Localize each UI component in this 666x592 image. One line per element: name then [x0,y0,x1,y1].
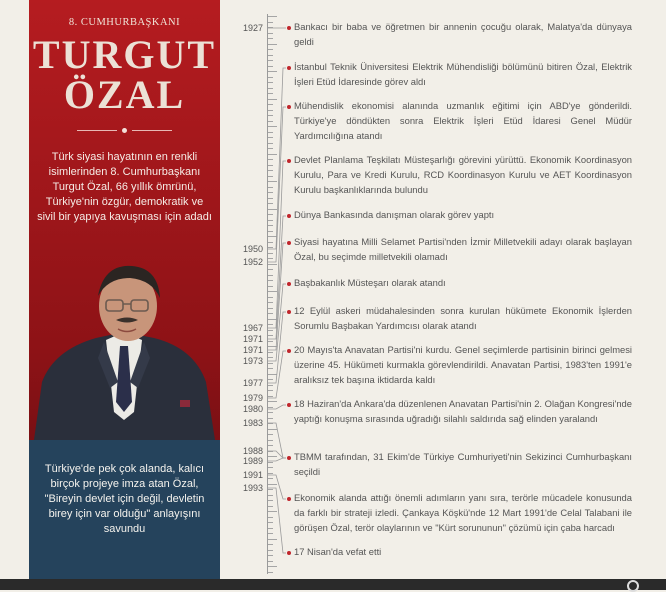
ruler-tick [268,330,273,331]
ruler-tick [268,517,273,518]
ruler-tick [268,104,273,105]
ruler-tick [268,126,277,127]
ruler-tick [268,220,273,221]
event-text: 17 Nisan'da vefat etti [294,546,382,557]
ruler-tick [268,522,273,523]
ruler-tick [268,231,273,232]
year-label: 1971 [242,334,263,344]
ruler-tick [268,401,277,402]
ruler-tick [268,561,273,562]
ruler-tick [268,280,273,281]
ruler-tick [268,181,277,182]
ruler-tick [268,236,277,237]
event-text: 12 Eylül askeri müdahalesinden sonra kurulan hükümete Ekonomik İşlerden Sorumlu Başbakan Yardımcısı olarak atandı [294,305,632,331]
ruler-tick [268,357,273,358]
ruler-tick [268,93,273,94]
ruler-tick [268,143,273,144]
year-label: 1983 [242,418,263,428]
ruler-tick [268,275,273,276]
ruler-tick [268,390,273,391]
ruler-tick [268,77,273,78]
ruler-tick [268,407,273,408]
ruler-tick [268,495,273,496]
ruler-tick [268,555,273,556]
event-text: Mühendislik ekonomisi alanında uzmanlık eğitimi için ABD'ye gönderildi. Türkiye'ye döndükten sonra Elektrik İşleri Etüd İdaresi Genel Müdür Yardımcılığına atandı [294,100,632,141]
ruler-tick [268,269,273,270]
ruler-tick [268,148,273,149]
ruler-tick [268,302,273,303]
event-bullet [287,214,291,218]
ruler-tick [268,209,277,210]
ruler-tick [268,473,273,474]
event-text: Dünya Bankasında danışman olarak görev yaptı [294,209,495,220]
event-text: TBMM tarafından, 31 Ekim'de Türkiye Cumhuriyeti'nin Sekizinci Cumhurbaşkanı seçildi [294,451,632,477]
ruler-tick [268,379,273,380]
event-bullet [287,241,291,245]
event-bullet [287,497,291,501]
year-label: 1980 [242,404,263,414]
ruler-tick [268,352,273,353]
ruler-tick [268,115,273,116]
ruler-tick [268,286,273,287]
ruler-tick [268,445,273,446]
ruler-tick [268,247,273,248]
ruler-tick [268,374,277,375]
event-bullet [287,282,291,286]
event-bullet [287,456,291,460]
year-label: 1991 [242,470,263,480]
ruler-tick [268,423,273,424]
portrait [34,262,215,440]
ruler-tick [268,434,273,435]
event-text: Devlet Planlama Teşkilatı Müsteşarlığı görevini yürüttü. Ekonomik Koordinasyon Kurulu, Para ve Kredi Kurulu, RCD Koordinasyon Kurulu ve AET Koordinasyon Kurulu başkanlıklarında bulundu [294,154,632,195]
ruler-tick [268,363,273,364]
ruler-tick [268,242,273,243]
ruler-tick [268,429,277,430]
event-bullet [287,310,291,314]
ruler-tick [268,159,273,160]
ruler-tick [268,335,273,336]
event-bullet [287,159,291,163]
event-text: Ekonomik alanda attığı önemli adımların yanı sıra, terörle mücadele konusunda da farklı bir strateji izledi. Çankaya Köşkü'nde 12 Mart 1991'de Celal Talabani ile görüşen Özal, terör olaylarının ve "Kürt sorununun" çözümü için çaba harcadı [294,492,632,533]
ruler-tick [268,291,277,292]
ruler-tick [268,462,273,463]
ruler-tick [268,33,273,34]
ruler-tick [268,49,273,50]
ruler-tick [268,176,273,177]
ruler-tick [268,440,273,441]
ruler-tick [268,346,277,347]
ruler-tick [268,110,273,111]
ruler-tick [268,451,273,452]
ruler-tick [268,489,273,490]
ruler-tick [268,418,273,419]
year-label: 1952 [242,257,263,267]
ruler-tick [268,55,273,56]
connector-line [268,107,286,262]
connector-line [268,312,286,383]
ruler-tick [268,572,273,573]
event-text: 18 Haziran'da Ankara'da düzenlenen Anavatan Partisi'nin 2. Olağan Kongresi'nde yaptığı konuşma sırasında uğradığı silahlı saldırıda sağ elinden yaralandı [294,398,632,424]
ruler-tick [268,66,273,67]
ruler-tick [268,137,273,138]
event-text: Başbakanlık Müsteşarı olarak atandı [294,277,446,288]
sidebar [29,0,220,590]
ruler-tick [268,99,277,100]
ruler-tick [268,533,273,534]
divider-left [77,130,117,131]
event-text: 20 Mayıs'ta Anavatan Partisi'ni kurdu. Genel seçimlerde partisinin birinci gelmesi üzerine 45. Hükümeti kurmakla görevlendirildi. Anavatan Partisi, 1983'ten 1991'e aralıksız tek başına iktidarda kaldı [294,344,632,385]
ruler-tick [268,506,273,507]
event-text: Siyasi hayatına Milli Selamet Partisi'nden İzmir Milletvekili adayı olarak başlayan Özal, bu seçimde milletvekili olamadı [294,236,632,262]
year-label: 1993 [242,483,263,493]
ruler-tick [268,27,273,28]
year-label: 1989 [242,456,263,466]
year-label: 1973 [242,356,263,366]
year-label: 1979 [242,393,263,403]
quote-text: Türkiye'de pek çok alanda, kalıcı birçok projeye imza atan Özal, "Bireyin devlet için değil, devletin birey için var olduğu" anlayışını savundu [44,463,205,535]
ruler-tick [268,225,273,226]
ruler-tick [268,258,273,259]
year-label: 1967 [242,323,263,333]
ruler-tick [268,308,273,309]
ruler-tick [268,313,273,314]
ruler-tick [268,88,273,89]
ruler-tick [268,500,273,501]
ruler-tick [268,132,273,133]
connector-line [268,216,286,339]
year-label: 1977 [242,378,263,388]
ruler-tick [268,467,273,468]
ruler-tick [268,198,273,199]
kicker: 8. CUMHURBAŞKANI [68,17,181,28]
ruler-tick [268,253,273,254]
last-name: ÖZAL [63,72,186,117]
ruler-tick [268,319,277,320]
ruler-tick [268,478,273,479]
ruler-tick [268,396,273,397]
first-name: TURGUT [32,32,217,77]
ruler-tick [268,165,273,166]
ruler-tick [268,385,273,386]
ruler-tick [268,484,277,485]
ruler-tick [268,297,273,298]
ruler-tick [268,82,273,83]
ruler-tick [268,324,273,325]
ruler-tick [268,511,277,512]
ruler-tick [268,38,273,39]
divider-right [132,130,172,131]
ruler-tick [268,121,273,122]
event-bullet [287,105,291,109]
ruler-tick [268,203,273,204]
year-label: 1971 [242,345,263,355]
ruler-tick [268,544,273,545]
ruler-tick [268,71,277,72]
ruler-tick [268,187,273,188]
event-text: İstanbul Teknik Üniversitesi Elektrik Mühendisliği bölümünü bitiren Özal, Elektrik İşleri Etüd İdaresinde görev aldı [294,61,632,87]
ruler-tick [268,539,277,540]
intro-text: Türk siyasi hayatının en renkli isimlerinden 8. Cumhurbaşkanı Turgut Özal, 66 yıllık ömrünü, Türkiye'nin özgür, demokratik ve sivil bir yapıya kavuşması için adadı [37,151,212,223]
event-bullet [287,349,291,353]
ruler-tick [268,456,277,457]
divider-dot [122,128,127,133]
year-label: 1950 [242,244,263,254]
ruler-tick [268,412,273,413]
ruler-tick [268,22,273,23]
event-bullet [287,66,291,70]
ruler-tick [268,550,273,551]
year-label: 1927 [242,23,263,33]
event-text: Bankacı bir baba ve öğretmen bir annenin çocuğu olarak, Malatya'da dünyaya geldi [294,21,632,47]
footer-bar [0,579,666,590]
ruler-tick [268,341,273,342]
event-bullet [287,551,291,555]
ruler-tick [268,60,273,61]
ruler-tick [268,44,277,45]
ruler-tick [268,16,277,17]
ruler-tick [268,528,273,529]
event-bullet [287,26,291,30]
ruler-tick [268,214,273,215]
ruler-tick [268,566,277,567]
ruler-tick [268,368,273,369]
ruler-tick [268,154,277,155]
logo-circle-icon [627,580,639,592]
ruler-tick [268,192,273,193]
year-label: 1988 [242,446,263,456]
ruler-tick [268,264,277,265]
event-bullet [287,403,291,407]
ruler-tick [268,170,273,171]
